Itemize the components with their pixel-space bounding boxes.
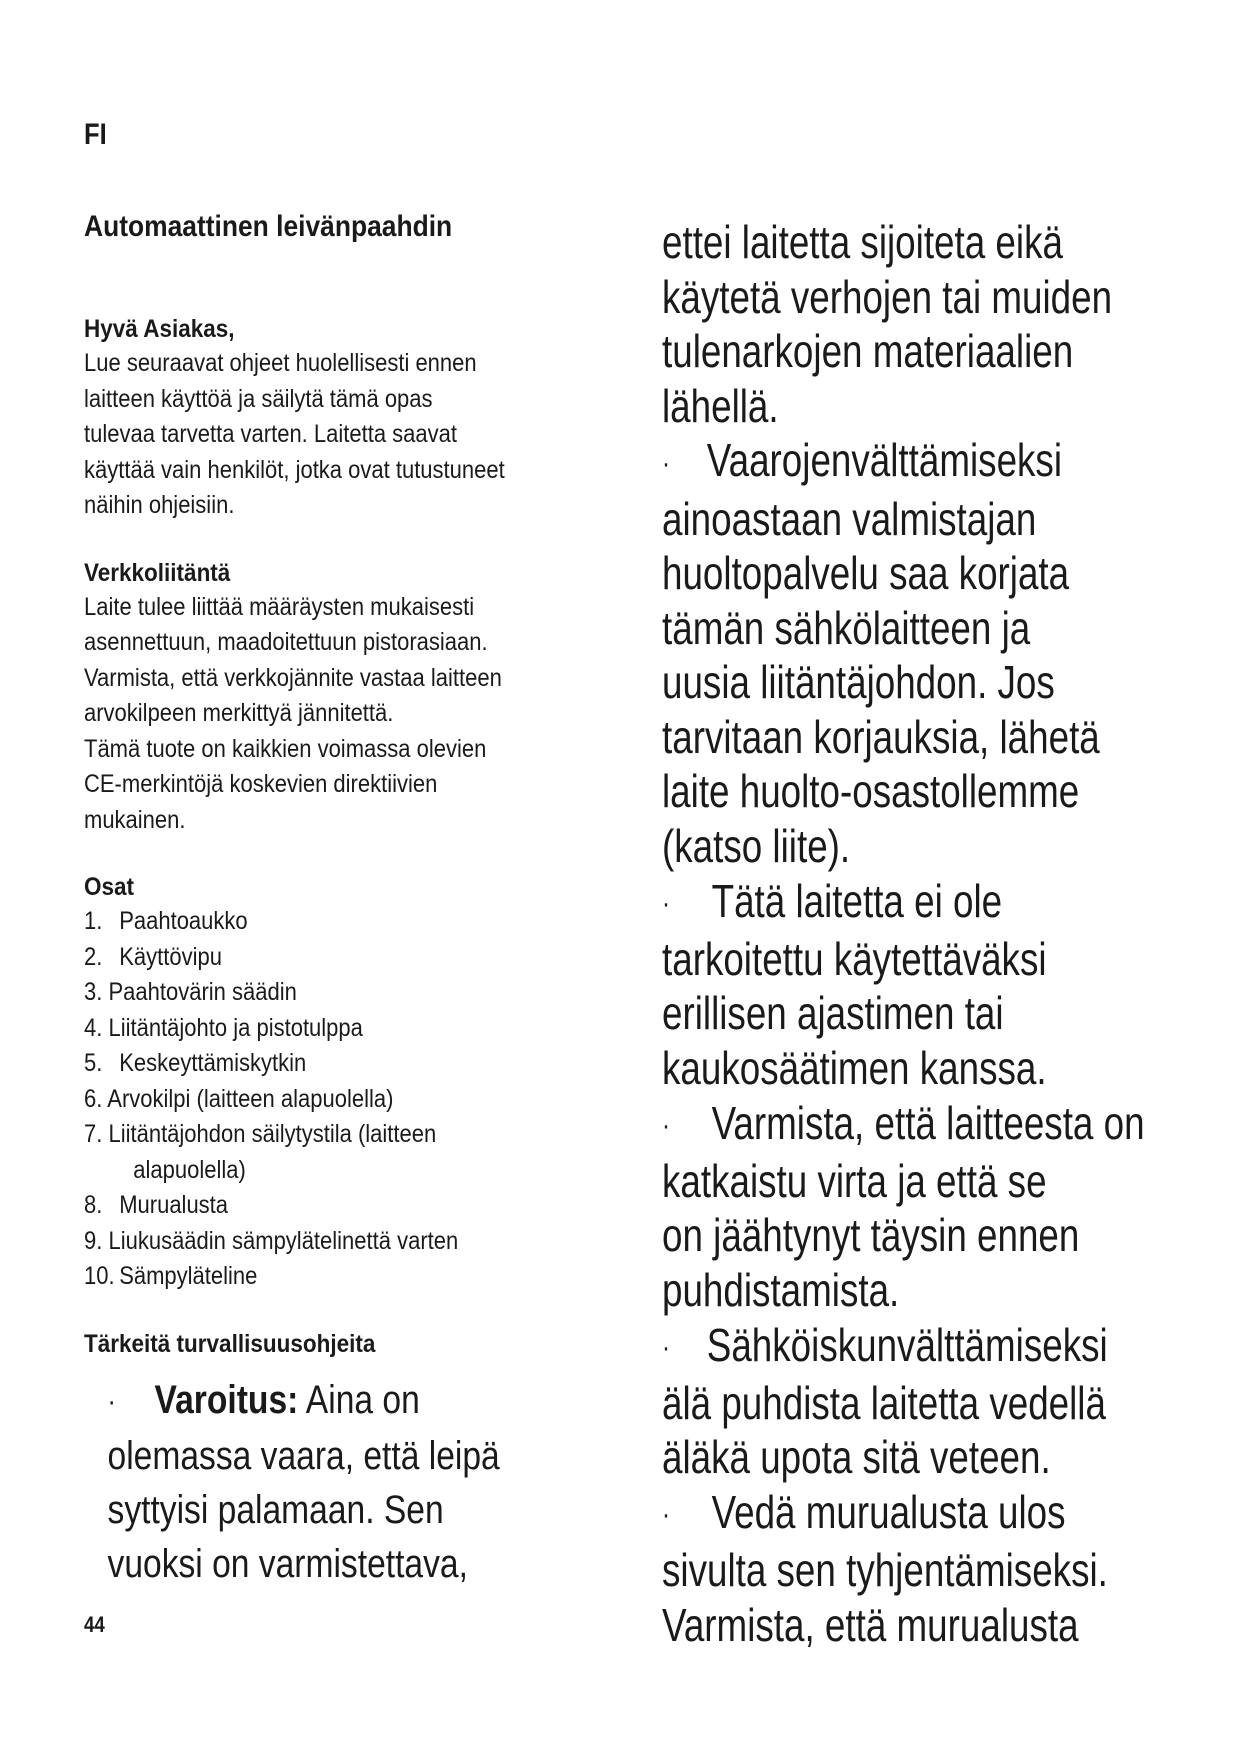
text-line: laite huolto-osastollemme (662, 765, 1080, 818)
text-line: arvokilpeen merkittyä jännitettä. (84, 699, 394, 727)
list-item: 8. Murualusta (84, 1191, 229, 1219)
text-line: · Varmista, että laitteesta on (662, 1096, 1110, 1154)
text-line: puhdistamista. (662, 1263, 900, 1316)
text-line: CE-merkintöjä koskevien direktiivien (84, 770, 438, 798)
list-item: 5. Keskeyttämiskytkin (84, 1049, 307, 1077)
text-line: syttyisi palamaan. Sen (107, 1487, 444, 1532)
bullet: · (662, 446, 670, 480)
parts-heading: Osat (84, 873, 135, 901)
text-line: asennettuun, maadoitettuun pistorasiaan. (84, 628, 488, 656)
list-item: 6. Arvokilpi (laitteen alapuolella) (84, 1084, 394, 1113)
text-line: laitteen käyttöä ja säilytä tämä opas (84, 384, 433, 413)
text-line: · Vaarojenvälttämiseksi (662, 433, 1110, 491)
text-line: vuoksi on varmistettava, (107, 1541, 468, 1586)
language-code: FI (84, 118, 107, 151)
network-heading: Verkkoliitäntä (84, 558, 231, 587)
list-item-continuation: alapuolella) (133, 1155, 246, 1184)
text-line: Varmista, että murualusta (662, 1598, 1079, 1651)
bullet: · (662, 1331, 670, 1365)
parts-list (84, 904, 624, 1295)
list-item: 2. Käyttövipu (84, 942, 222, 971)
intro-heading: Hyvä Asiakas, (84, 315, 235, 343)
text-line: olemassa vaara, että leipä (107, 1433, 500, 1478)
list-item: 9. Liukusäädin sämpylätelinettä varten (84, 1226, 459, 1255)
intro-section (84, 312, 624, 524)
text-line: on jäähtynyt täysin ennen (662, 1209, 1080, 1262)
text-line: sivulta sen tyhjentämiseksi. (662, 1543, 1108, 1596)
list-item: 7. Liitäntäjohdon säilytystila (laitteen (84, 1120, 437, 1148)
text-line: ainoastaan valmistajan (662, 492, 1037, 545)
text-line: huoltopalvelu saa korjata (662, 547, 1070, 600)
warning-label: Varoitus: (154, 1377, 299, 1422)
text-line: uusia liitäntäjohdon. Jos (662, 656, 1055, 709)
bullet: · (662, 1498, 670, 1532)
text-line: tarvitaan korjauksia, lähetä (662, 710, 1100, 763)
list-item: 4. Liitäntäjohto ja pistotulppa (84, 1013, 363, 1042)
document-title: Automaattinen leivänpaahdin (84, 210, 453, 243)
text-line: lähellä. (662, 379, 779, 432)
text-line: ettei laitetta sijoiteta eikä (662, 216, 1063, 268)
text-line: · Sähköiskunvälttämiseksi (662, 1318, 1110, 1376)
text-line: Varmista, että verkkojännite vastaa laitteen (84, 663, 502, 692)
text-line: tulenarkojen materiaalien (662, 325, 1074, 378)
bullet: · (662, 1109, 670, 1143)
text-line: älä puhdista laitetta vedellä (662, 1376, 1106, 1429)
network-section (84, 556, 624, 839)
text-line: äläkä upota sitä veteen. (662, 1431, 1051, 1484)
text-line: Lue seuraavat ohjeet huolellisesti ennen (84, 349, 477, 377)
bullet: · (107, 1384, 116, 1418)
intro-text (84, 346, 624, 524)
text-line: tarkoitettu käytettäväksi (662, 932, 1047, 985)
list-item: 10. Sämpyläteline (84, 1262, 258, 1290)
parts-section (84, 870, 624, 1295)
warning-text: · Varoitus: Aina on olemassa vaara, että leipä syttyisi palamaan. Sen vuoksi on varmistettava, (84, 1373, 624, 1591)
safety-section (84, 1327, 624, 1591)
left-column (84, 210, 624, 1591)
text-line: · Vedä murualusta ulos (662, 1485, 1110, 1543)
list-item: 1. Paahtoaukko (84, 907, 248, 935)
page-number: 44 (84, 1612, 105, 1637)
text-line: kaukosäätimen kanssa. (662, 1042, 1047, 1094)
text-line: katkaistu virta ja että se (662, 1154, 1047, 1207)
text-line: erillisen ajastimen tai (662, 987, 1004, 1040)
bullet: · (662, 887, 670, 921)
text-line: Tämä tuote on kaikkien voimassa olevien (84, 734, 487, 763)
text-line: · Tätä laitetta ei ole (662, 874, 1110, 932)
text-line: käytetä verhojen tai muiden (662, 270, 1113, 323)
right-column (662, 215, 1222, 1652)
safety-heading: Tärkeitä turvallisuusohjeita (84, 1329, 376, 1358)
text-line: tämän sähkölaitteen ja (662, 601, 1031, 654)
list-item: 3. Paahtovärin säädin (84, 978, 297, 1006)
text-line: käyttää vain henkilöt, jotka ovat tutustuneet (84, 455, 505, 484)
text-line: Laite tulee liittää määräysten mukaisesti (84, 592, 475, 621)
text-line: mukainen. (84, 805, 186, 834)
network-text (84, 590, 624, 839)
text-line: tulevaa tarvetta varten. Laitetta saavat (84, 420, 458, 448)
text-line: (katso liite). (662, 820, 851, 873)
text-line: näihin ohjeisiin. (84, 491, 235, 519)
